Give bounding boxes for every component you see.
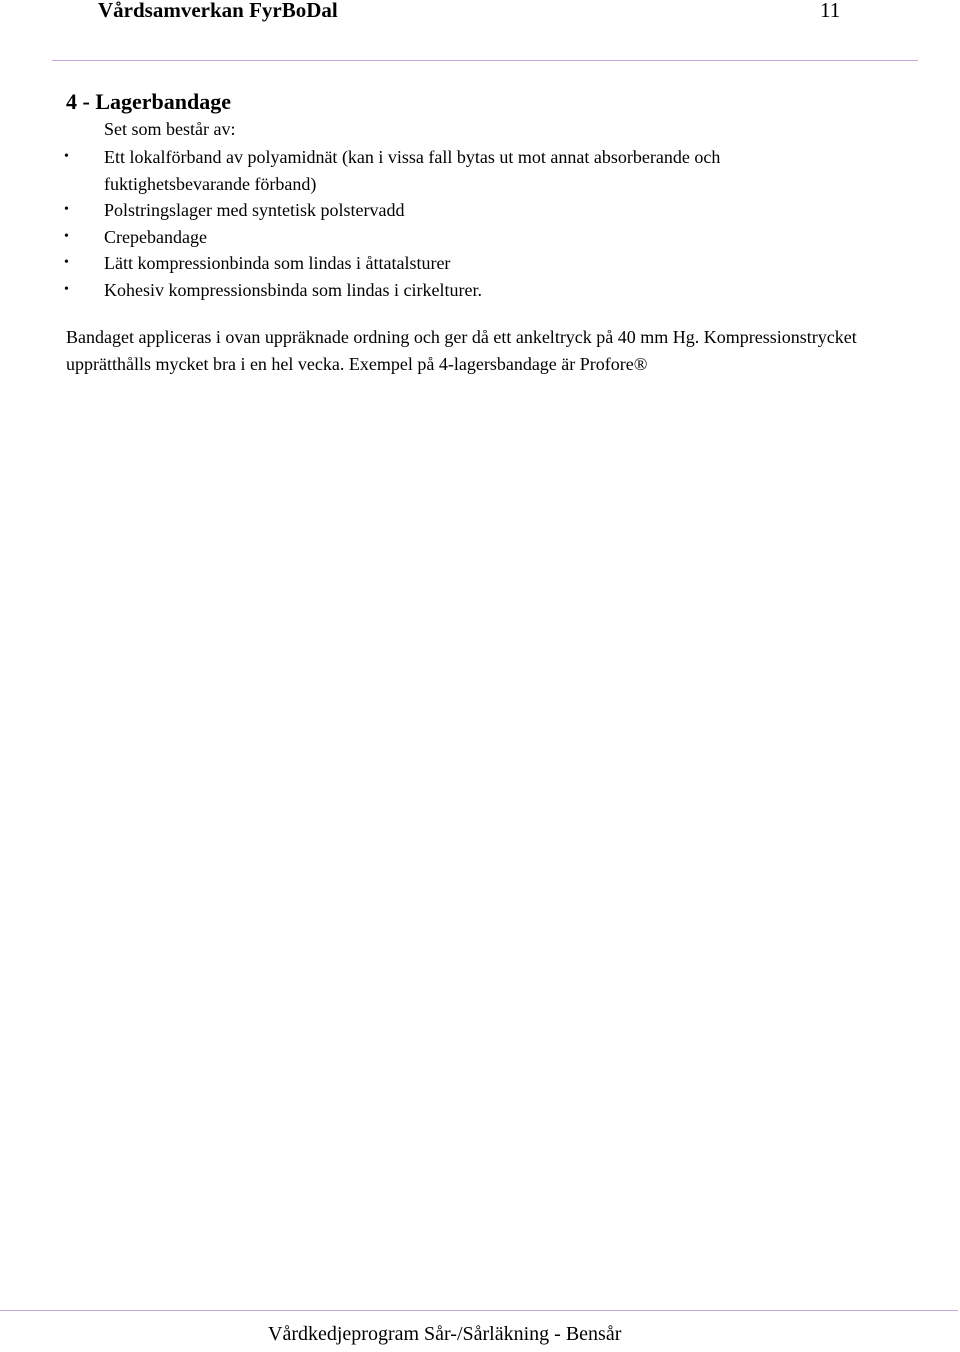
header-divider	[52, 60, 918, 61]
page-header	[0, 0, 960, 62]
list-item-text: Lätt kompressionbinda som lindas i åttatalsturer	[104, 253, 451, 273]
list-item	[0, 144, 960, 197]
list-item-text: Ett lokalförband av polyamidnät (kan i vissa fall bytas ut mot annat absorberande och fuktighetsbevarande förband)	[104, 147, 721, 194]
list-item-text: Kohesiv kompressionsbinda som lindas i cirkelturer.	[104, 279, 482, 300]
bullet-icon: •	[64, 149, 69, 164]
page-number: 11	[820, 0, 841, 22]
section-heading: 4 - Lagerbandage	[66, 89, 231, 114]
list-item	[0, 197, 960, 224]
bullet-icon: •	[64, 202, 69, 217]
list-item	[0, 277, 960, 304]
footer-text: Vårdkedjeprogram Sår-/Sårläkning - Bensår	[268, 1323, 622, 1345]
footer-divider	[0, 1310, 958, 1311]
bullet-icon: •	[64, 228, 69, 244]
list-item	[0, 250, 960, 277]
list-item	[0, 224, 960, 251]
body-paragraph: Bandaget appliceras i ovan uppräknade ordning och ger då ett ankeltryck på 40 mm Hg. Kompressionstrycket upprätthålls mycket bra i en hel vecka. Exempel på 4-lagersbandage är Profore®	[66, 327, 857, 374]
list-item-text: Polstringslager med syntetisk polstervadd	[104, 200, 405, 220]
section-intro: Set som består av:	[104, 119, 236, 139]
list-item-text: Crepebandage	[104, 226, 207, 247]
bullet-icon: •	[64, 255, 69, 270]
header-title: Vårdsamverkan FyrBoDal	[98, 0, 338, 22]
bullet-icon: •	[64, 281, 69, 297]
bullet-list	[0, 144, 960, 303]
